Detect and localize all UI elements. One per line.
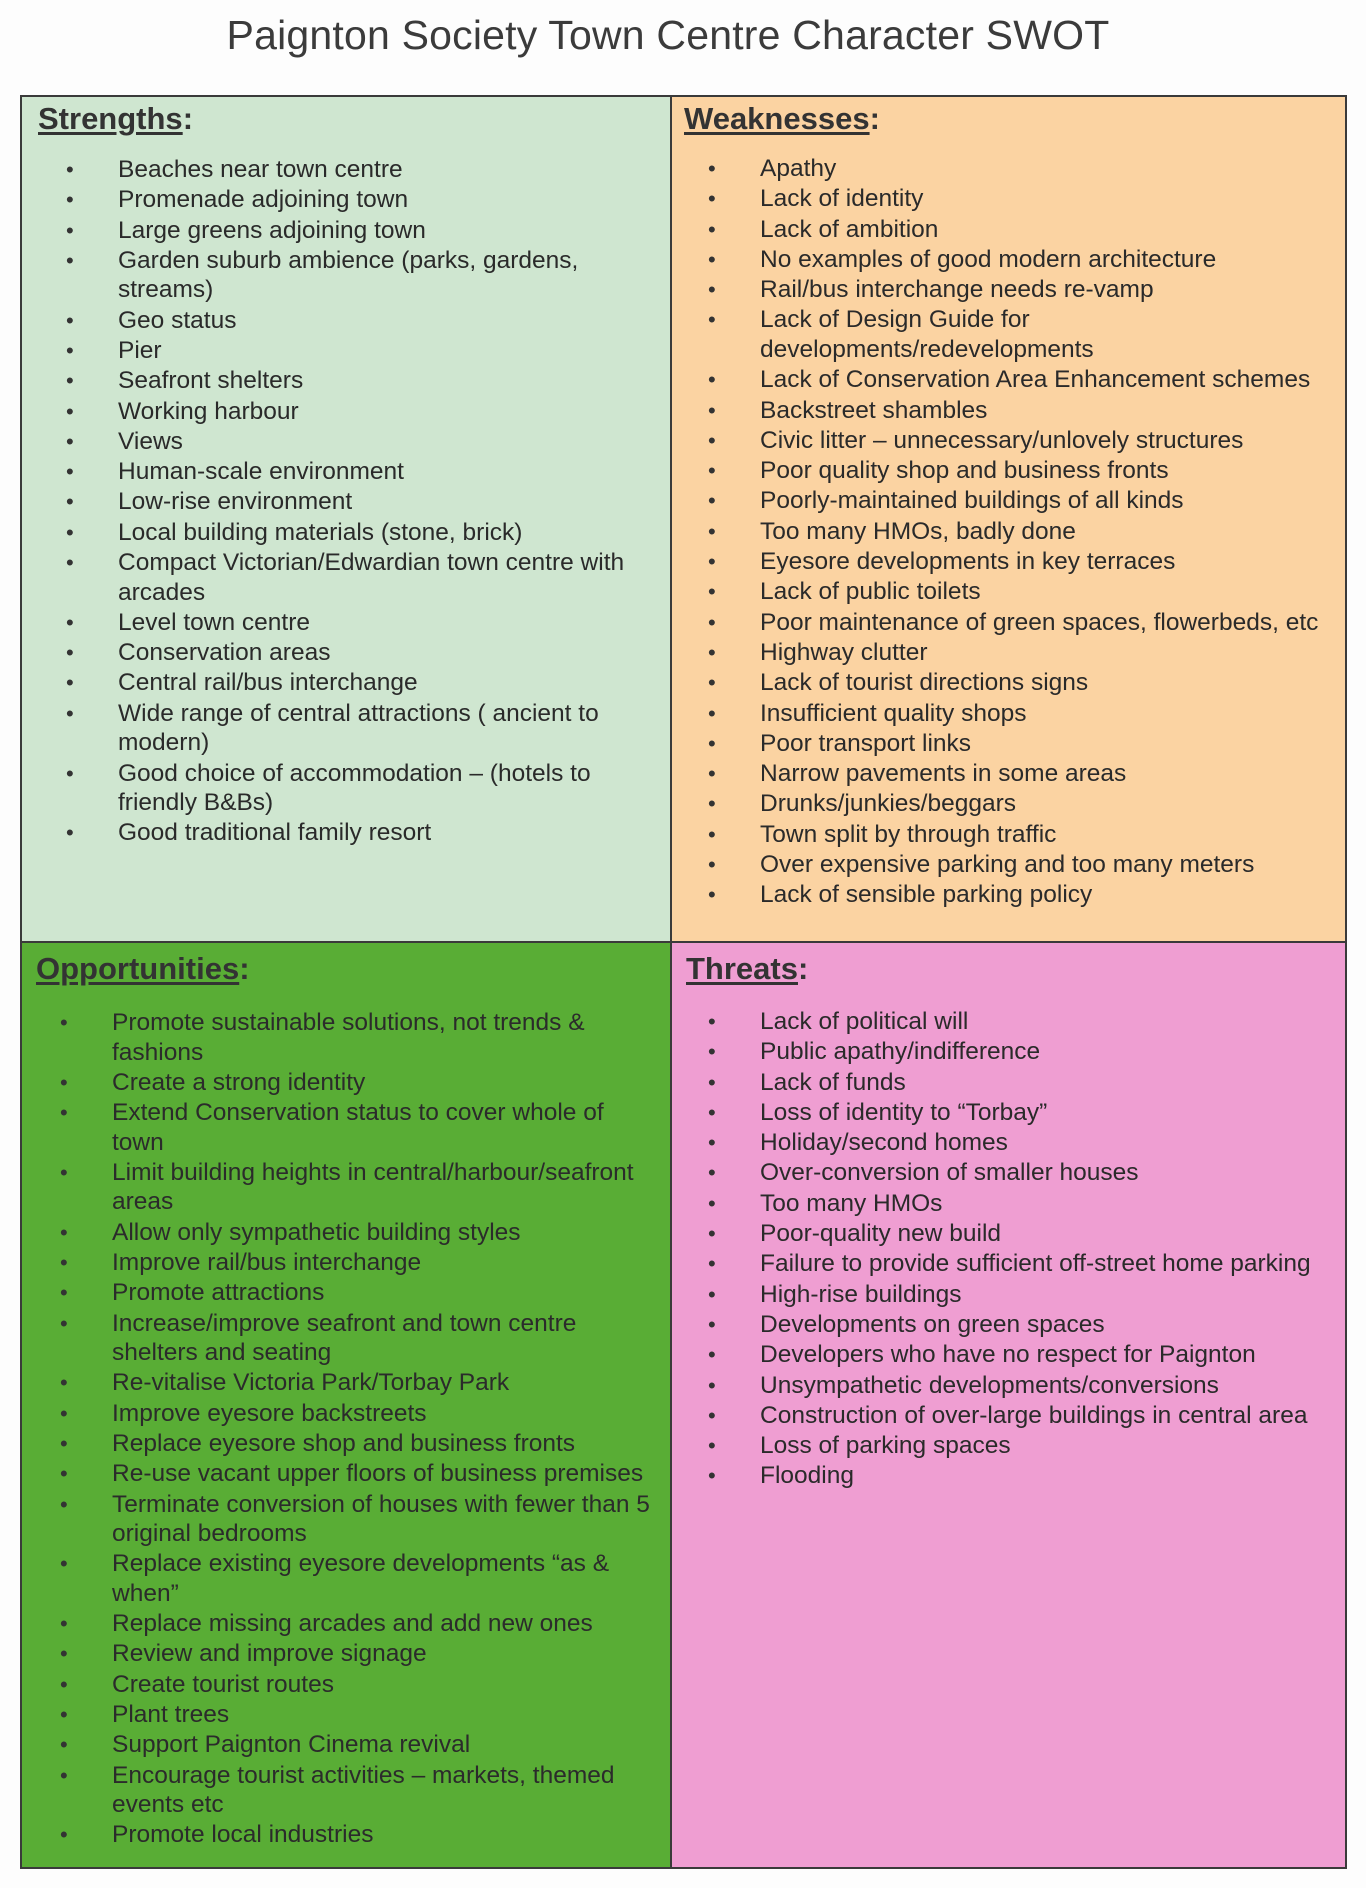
list-item-text: Geo status (118, 306, 237, 334)
bullet-icon: • (708, 700, 716, 726)
list-item-text: Limit building heights in central/harbour/seafront areas (112, 1158, 634, 1216)
strengths-heading-text: Strengths (38, 101, 183, 136)
list-item (66, 608, 656, 638)
list-item-text: Large greens adjoining town (118, 216, 426, 244)
bullet-icon: • (708, 761, 716, 787)
list-item (66, 548, 656, 607)
list-item (708, 1219, 1338, 1249)
list-item-text: Re-use vacant upper floors of business premises (112, 1460, 644, 1488)
opportunities-heading-colon: : (239, 951, 250, 986)
list-item-text: Human-scale environment (118, 458, 404, 486)
list-item-text: Improve eyesore backstreets (112, 1399, 427, 1427)
list-item-text: Flooding (760, 1462, 854, 1490)
list-item-text: Construction of over-large buildings in central area (760, 1401, 1308, 1429)
list-item (708, 1371, 1338, 1401)
list-item-text: Replace missing arcades and add new ones (112, 1610, 593, 1638)
list-item-text: Holiday/second homes (760, 1129, 1008, 1157)
list-item (60, 1429, 650, 1459)
list-item-text: Highway clutter (760, 638, 928, 666)
threats-quadrant (672, 943, 1345, 1867)
bullet-icon: • (708, 307, 716, 333)
list-item (708, 245, 1338, 275)
list-item-text: Lack of funds (760, 1068, 906, 1096)
bullet-icon: • (708, 821, 716, 847)
list-item (708, 759, 1338, 789)
bullet-icon: • (708, 1069, 716, 1095)
threats-heading-colon: : (797, 951, 809, 986)
list-item (708, 1128, 1338, 1158)
list-item-text: Good choice of accommodation – (hotels to friendly B&Bs) (118, 759, 591, 817)
list-item (708, 184, 1338, 214)
bullet-icon: • (708, 1342, 716, 1368)
list-item-text: Promenade adjoining town (118, 186, 409, 214)
list-item (66, 185, 656, 215)
bullet-icon: • (708, 246, 716, 272)
list-item-text: Working harbour (118, 397, 299, 425)
list-item (60, 1399, 650, 1429)
list-item-text: Poor transport links (760, 729, 972, 757)
list-item (708, 1340, 1338, 1370)
bullet-icon: • (60, 1491, 68, 1517)
list-item (708, 1068, 1338, 1098)
list-item (66, 668, 656, 698)
list-item (60, 1490, 650, 1549)
list-item (708, 426, 1338, 456)
bullet-icon: • (708, 1039, 716, 1065)
bullet-icon: • (708, 1221, 716, 1247)
list-item-text: Loss of parking spaces (760, 1432, 1011, 1460)
list-item (708, 1098, 1338, 1128)
opportunities-list (60, 1008, 650, 1851)
bullet-icon: • (708, 1463, 716, 1489)
bullet-icon: • (708, 882, 716, 908)
list-item (66, 336, 656, 366)
list-item-text: Create tourist routes (112, 1670, 334, 1698)
list-item-text: No examples of good modern architecture (760, 245, 1217, 273)
list-item-text: Over-conversion of smaller houses (760, 1159, 1139, 1187)
list-item-text: Apathy (760, 155, 837, 182)
list-item-text: Too many HMOs (760, 1189, 943, 1217)
list-item (60, 1098, 650, 1157)
bullet-icon: • (66, 247, 74, 273)
bullet-icon: • (60, 1280, 68, 1306)
list-item-text: Poorly-maintained buildings of all kinds (760, 487, 1184, 515)
bullet-icon: • (60, 1641, 68, 1667)
list-item (708, 608, 1338, 638)
bullet-icon: • (66, 307, 74, 333)
swot-grid (20, 95, 1347, 1869)
list-item-text: Low-rise environment (118, 488, 353, 516)
list-item (66, 638, 656, 668)
bullet-icon: • (66, 609, 74, 635)
bullet-icon: • (66, 428, 74, 454)
list-item (66, 306, 656, 336)
bullet-icon: • (708, 458, 716, 484)
list-item (708, 1189, 1338, 1219)
strengths-list (66, 155, 656, 849)
list-item-text: Lack of public toilets (760, 578, 981, 606)
list-item (708, 1401, 1338, 1431)
strengths-quadrant (22, 97, 672, 943)
list-item (60, 1549, 650, 1608)
list-item (66, 457, 656, 487)
bullet-icon: • (66, 157, 74, 182)
bullet-icon: • (60, 1069, 68, 1095)
weaknesses-heading-text: Weaknesses (684, 101, 870, 136)
bullet-icon: • (66, 550, 74, 576)
bullet-icon: • (60, 1702, 68, 1728)
bullet-icon: • (66, 489, 74, 515)
list-item (708, 1280, 1338, 1310)
bullet-icon: • (60, 1430, 68, 1456)
list-item-text: Seafront shelters (118, 367, 304, 395)
list-item-text: Garden suburb ambience (parks, gardens, streams) (118, 246, 579, 304)
bullet-icon: • (708, 1402, 716, 1428)
list-item-text: Re-vitalise Victoria Park/Torbay Park (112, 1369, 510, 1397)
list-item-text: Central rail/bus interchange (118, 669, 418, 697)
list-item (708, 365, 1338, 395)
list-item-text: Allow only sympathetic building styles (112, 1218, 521, 1246)
list-item (60, 1761, 650, 1820)
list-item (708, 396, 1338, 426)
bullet-icon: • (708, 852, 716, 878)
list-item (708, 1037, 1338, 1067)
bullet-icon: • (66, 368, 74, 394)
list-item (708, 699, 1338, 729)
bullet-icon: • (66, 640, 74, 666)
list-item (60, 1459, 650, 1489)
list-item (60, 1730, 650, 1760)
bullet-icon: • (708, 427, 716, 453)
list-item-text: Civic litter – unnecessary/unlovely structures (760, 426, 1244, 454)
bullet-icon: • (60, 1400, 68, 1426)
list-item (708, 486, 1338, 516)
list-item-text: Good traditional family resort (118, 819, 432, 847)
list-item (708, 215, 1338, 245)
bullet-icon: • (708, 1372, 716, 1398)
bullet-icon: • (708, 1160, 716, 1186)
weaknesses-heading-colon: : (869, 101, 880, 136)
list-item (66, 366, 656, 396)
list-item-text: Plant trees (112, 1701, 230, 1729)
list-item-text: Backstreet shambles (760, 396, 988, 424)
bullet-icon: • (60, 1010, 68, 1035)
bullet-icon: • (708, 1009, 716, 1034)
list-item-text: Conservation areas (118, 639, 331, 667)
bullet-icon: • (66, 820, 74, 846)
list-item-text: Lack of tourist directions signs (760, 669, 1089, 697)
list-item (66, 487, 656, 517)
list-item-text: Encourage tourist activities – markets, themed events etc (112, 1761, 615, 1819)
list-item-text: Drunks/junkies/beggars (760, 790, 1017, 818)
list-item-text: Views (118, 427, 183, 455)
strengths-heading (38, 101, 193, 137)
list-item-text: Replace existing eyesore developments “as & when” (112, 1550, 610, 1607)
list-item (66, 518, 656, 548)
opportunities-heading (36, 951, 250, 987)
bullet-icon: • (66, 700, 74, 726)
bullet-icon: • (60, 1671, 68, 1697)
list-item (708, 880, 1338, 910)
threats-heading (686, 951, 808, 987)
list-item (66, 818, 656, 848)
list-item (66, 427, 656, 457)
weaknesses-heading (684, 101, 880, 137)
list-item (66, 699, 656, 758)
page-title: Paignton Society Town Centre Character SWOT (226, 12, 1110, 58)
bullet-icon: • (60, 1219, 68, 1245)
list-item-text: Replace eyesore shop and business fronts (112, 1429, 576, 1457)
list-item (60, 1248, 650, 1278)
list-item-text: Eyesore developments in key terraces (760, 548, 1176, 576)
list-item-text: Rail/bus interchange needs re-vamp (760, 276, 1154, 304)
list-item-text: Increase/improve seafront and town centre shelters and seating (112, 1309, 577, 1367)
bullet-icon: • (60, 1732, 68, 1758)
list-item-text: Pier (118, 336, 162, 364)
list-item-text: Failure to provide sufficient off-street home parking (760, 1250, 1311, 1278)
opportunities-quadrant (22, 943, 672, 1867)
bullet-icon: • (60, 1611, 68, 1637)
bullet-icon: • (708, 791, 716, 817)
bullet-icon: • (60, 1822, 68, 1848)
list-item-text: Insufficient quality shops (760, 699, 1027, 727)
bullet-icon: • (66, 459, 74, 485)
list-item-text: Developments on green spaces (760, 1310, 1105, 1338)
bullet-icon: • (708, 609, 716, 635)
list-item (66, 216, 656, 246)
bullet-icon: • (708, 1251, 716, 1277)
list-item (708, 820, 1338, 850)
bullet-icon: • (60, 1249, 68, 1275)
bullet-icon: • (708, 670, 716, 696)
list-item (66, 397, 656, 427)
bullet-icon: • (708, 518, 716, 544)
list-item (708, 1158, 1338, 1188)
list-item-text: Review and improve signage (112, 1640, 427, 1668)
list-item-text: Promote local industries (112, 1821, 374, 1849)
list-item-text: Narrow pavements in some areas (760, 760, 1127, 788)
bullet-icon: • (60, 1310, 68, 1336)
list-item-text: High-rise buildings (760, 1280, 962, 1308)
strengths-heading-colon: : (182, 101, 194, 136)
bullet-icon: • (66, 398, 74, 424)
bullet-icon: • (708, 277, 716, 303)
list-item (60, 1278, 650, 1308)
list-item (708, 789, 1338, 819)
list-item-text: Too many HMOs, badly done (760, 517, 1076, 545)
list-item (60, 1068, 650, 1098)
threats-heading-text: Threats (686, 951, 798, 986)
bullet-icon: • (708, 639, 716, 665)
list-item-text: Lack of identity (760, 185, 924, 213)
bullet-icon: • (60, 1100, 68, 1126)
bullet-icon: • (60, 1762, 68, 1788)
list-item-text: Create a strong identity (112, 1068, 366, 1096)
list-item (708, 1431, 1338, 1461)
weaknesses-quadrant (672, 97, 1345, 943)
list-item-text: Level town centre (118, 608, 311, 636)
list-item-text: Promote attractions (112, 1279, 325, 1307)
bullet-icon: • (708, 1190, 716, 1216)
bullet-icon: • (66, 519, 74, 545)
list-item (708, 456, 1338, 486)
bullet-icon: • (60, 1461, 68, 1487)
list-item (708, 305, 1338, 364)
bullet-icon: • (708, 1130, 716, 1156)
bullet-icon: • (708, 730, 716, 756)
list-item-text: Poor maintenance of green spaces, flowerbeds, etc (760, 608, 1319, 636)
list-item-text: Developers who have no respect for Paignton (760, 1341, 1256, 1369)
bullet-icon: • (708, 1099, 716, 1125)
threats-list (708, 1007, 1338, 1492)
list-item-text: Lack of ambition (760, 215, 939, 243)
list-item-text: Local building materials (stone, brick) (118, 518, 523, 546)
bullet-icon: • (60, 1159, 68, 1185)
list-item (708, 275, 1338, 305)
list-item (60, 1820, 650, 1850)
weaknesses-list (708, 154, 1338, 911)
list-item (60, 1008, 650, 1067)
list-item-text: Improve rail/bus interchange (112, 1248, 422, 1276)
list-item-text: Lack of Conservation Area Enhancement schemes (760, 366, 1311, 394)
list-item-text: Unsympathetic developments/conversions (760, 1371, 1219, 1399)
bullet-icon: • (708, 216, 716, 242)
list-item (60, 1309, 650, 1368)
list-item-text: Public apathy/indifference (760, 1038, 1041, 1066)
list-item (708, 638, 1338, 668)
list-item (66, 155, 656, 185)
list-item-text: Terminate conversion of houses with fewer than 5 original bedrooms (112, 1490, 650, 1548)
list-item (60, 1670, 650, 1700)
bullet-icon: • (66, 217, 74, 243)
bullet-icon: • (66, 670, 74, 696)
bullet-icon: • (708, 367, 716, 393)
list-item (708, 517, 1338, 547)
list-item (708, 1007, 1338, 1037)
list-item-text: Promote sustainable solutions, not trends & fashions (112, 1009, 585, 1066)
list-item-text: Support Paignton Cinema revival (112, 1731, 471, 1759)
list-item (708, 547, 1338, 577)
list-item (708, 1461, 1338, 1491)
bullet-icon: • (60, 1370, 68, 1396)
list-item (708, 577, 1338, 607)
bullet-icon: • (708, 397, 716, 423)
list-item (60, 1368, 650, 1398)
list-item-text: Beaches near town centre (118, 156, 403, 183)
list-item (60, 1700, 650, 1730)
list-item-text: Poor quality shop and business fronts (760, 457, 1169, 485)
list-item (708, 668, 1338, 698)
bullet-icon: • (60, 1551, 68, 1577)
list-item-text: Wide range of central attractions ( ancient to modern) (118, 699, 599, 757)
list-item-text: Loss of identity to “Torbay” (760, 1098, 1048, 1126)
bullet-icon: • (708, 488, 716, 514)
bullet-icon: • (708, 156, 716, 181)
list-item-text: Poor-quality new build (760, 1220, 1002, 1248)
bullet-icon: • (66, 337, 74, 363)
opportunities-heading-text: Opportunities (36, 951, 240, 986)
list-item-text: Lack of Design Guide for developments/redevelopments (760, 306, 1094, 363)
list-item (708, 1249, 1338, 1279)
list-item-text: Over expensive parking and too many meters (760, 851, 1255, 879)
list-item (708, 729, 1338, 759)
list-item (60, 1609, 650, 1639)
list-item (708, 850, 1338, 880)
bullet-icon: • (708, 186, 716, 212)
bullet-icon: • (66, 187, 74, 213)
list-item (708, 154, 1338, 184)
list-item (708, 1310, 1338, 1340)
list-item (60, 1639, 650, 1669)
bullet-icon: • (708, 1311, 716, 1337)
bullet-icon: • (708, 579, 716, 605)
list-item (60, 1158, 650, 1217)
list-item-text: Extend Conservation status to cover whole of town (112, 1099, 604, 1156)
list-item-text: Town split by through traffic (760, 820, 1057, 848)
bullet-icon: • (708, 1281, 716, 1307)
bullet-icon: • (708, 549, 716, 575)
list-item-text: Lack of political will (760, 1008, 969, 1035)
list-item-text: Lack of sensible parking policy (760, 881, 1093, 909)
bullet-icon: • (708, 1433, 716, 1459)
list-item-text: Compact Victorian/Edwardian town centre with arcades (118, 549, 625, 606)
bullet-icon: • (66, 760, 74, 786)
list-item (66, 759, 656, 818)
list-item (66, 246, 656, 305)
list-item (60, 1218, 650, 1248)
